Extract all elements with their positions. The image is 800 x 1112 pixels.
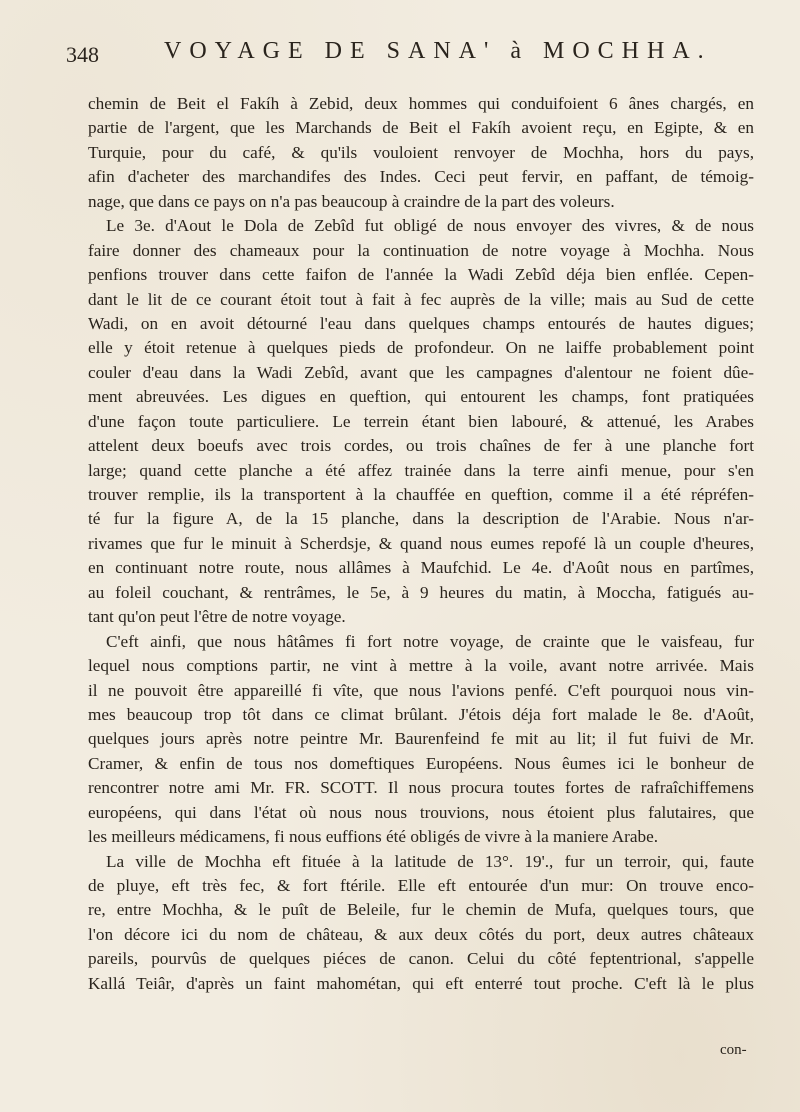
- text-line: Le 3e. d'Aout le Dola de Zebîd fut obligé de nous envoyer des vivres, & de nous: [106, 216, 754, 236]
- text-line: tant qu'on peut l'être de notre voyage.: [88, 607, 346, 627]
- text-line: chemin de Beit el Fakíh à Zebid, deux hommes qui conduifoient 6 ânes chargés, en: [88, 94, 754, 113]
- text-line: rencontrer notre ami Mr. FR. SCOTT. Il nous procura toutes fortes de rafraîchiffemens: [88, 778, 754, 798]
- body-text: [88, 92, 754, 996]
- text-line: quelques jours après notre peintre Mr. Baurenfeind fe mit au lit; il fut fuivi de Mr.: [88, 729, 754, 749]
- text-line: trouver remplie, ils la transportent à la chauffée en queftion, comme il a été répréfen-: [88, 485, 754, 504]
- page-number: 348: [66, 42, 99, 67]
- text-line: large; quand cette planche a été affez trainée dans la terre ainfi menue, pour s'en: [88, 460, 754, 480]
- text-line: européens, qui dans l'état où nous nous trouvions, nous étoient plus falutaires, que: [88, 802, 754, 822]
- text-line: l'on décore ici du nom de château, & aux deux côtés du port, deux autres châteaux: [88, 924, 754, 944]
- text-line: té fur la figure A, de la 15 planche, dans la description de l'Arabie. Nous n'ar-: [88, 509, 754, 529]
- text-line: afin d'acheter des marchandifes des Indes. Ceci peut fervir, en paffant, de témoig-: [88, 167, 754, 187]
- text-line: Cramer, & enfin de tous nos domeftiques Européens. Nous êumes ici le bonheur de: [88, 753, 754, 773]
- text-line: dant le lit de ce courant étoit tout à fait à fec auprès de la ville; mais au Sud de cette: [88, 289, 754, 309]
- text-line: faire donner des chameaux pour la continuation de notre voyage à Mochha. Nous: [88, 240, 754, 260]
- text-line: La ville de Mochha eft fituée à la latitude de 13°. 19'., fur un terroir, qui, faute: [106, 851, 754, 871]
- text-line: nage, que dans ce pays on n'a pas beaucoup à craindre de la part des voleurs.: [88, 191, 615, 211]
- text-line: penfions trouver dans cette faifon de l'année la Wadi Zebîd déja bien enflée. Cepen-: [88, 265, 754, 285]
- text-line: en continuant notre route, nous allâmes à Maufchid. Le 4e. d'Août nous en partîmes,: [88, 558, 754, 578]
- text-line: d'une façon toute particuliere. Le terrein étant bien labouré, & attenué, les Arabes: [88, 411, 754, 431]
- catchword: con-: [720, 1042, 747, 1058]
- text-line: il ne pouvoit être appareillé fi vîte, que nous l'avions penfé. C'eft pourquoi nous vin-: [88, 680, 754, 700]
- text-line: attelent deux boeufs avec trois cordes, ou trois chaînes de fer à une planche fort: [88, 436, 754, 456]
- text-line: mes beaucoup trop tôt dans ce climat brûlant. J'étois déja fort malade le 8e. d'Août,: [88, 704, 754, 724]
- text-line: partie de l'argent, que les Marchands de Beit el Fakíh avoient reçu, en Egipte, & en: [88, 118, 754, 138]
- text-line: rivames que fur le minuit à Scherdsje, & quand nous eumes repofé là un couple d'heures,: [88, 533, 754, 553]
- text-line: Wadi, on en avoit détourné l'eau dans quelques champs entourés de hautes digues;: [88, 313, 754, 333]
- text-line: C'eft ainfi, que nous hâtâmes fi fort notre voyage, de crainte que le vaisfeau, fur: [106, 631, 754, 651]
- text-line: ment abreuvées. Les digues en queftion, qui entourent les champs, font pratiquées: [88, 387, 754, 407]
- text-line: elle y étoit retenue à quelques pieds de profondeur. On ne laiffe probablement point: [88, 338, 754, 358]
- text-line: de pluye, eft très fec, & fort ftérile. Elle eft entourée d'un mur: On trouve enco-: [88, 876, 754, 895]
- text-line: Kallá Teiâr, d'après un faint mahométan, qui eft enterré tout proche. C'eft là le plus: [88, 973, 754, 993]
- page-header: [66, 38, 766, 78]
- text-line: les meilleurs médicamens, fi nous euffions été obligés de vivre à la maniere Arabe.: [88, 827, 659, 847]
- text-line: re, entre Mochha, & le puît de Beleile, fur le chemin de Mufa, quelques tours, que: [88, 900, 754, 920]
- text-line: Turquie, pour du café, & qu'ils vouloient renvoyer de Mochha, hors du pays,: [88, 142, 754, 162]
- running-title: VOYAGE DE SANA' à MOCHHA.: [164, 38, 712, 64]
- text-line: couler d'eau dans la Wadi Zebîd, avant que les campagnes d'alentour ne foient dûe-: [88, 362, 754, 382]
- text-line: lequel nous comptions partir, ne vint à mettre à la voile, avant notre arrivée. Mais: [88, 656, 754, 676]
- text-line: au foleil couchant, & rentrâmes, le 5e, à 9 heures du matin, à Moccha, fatigués au-: [88, 582, 754, 602]
- text-line: pareils, pourvûs de quelques piéces de canon. Celui du côté feptentrional, s'appelle: [88, 949, 754, 969]
